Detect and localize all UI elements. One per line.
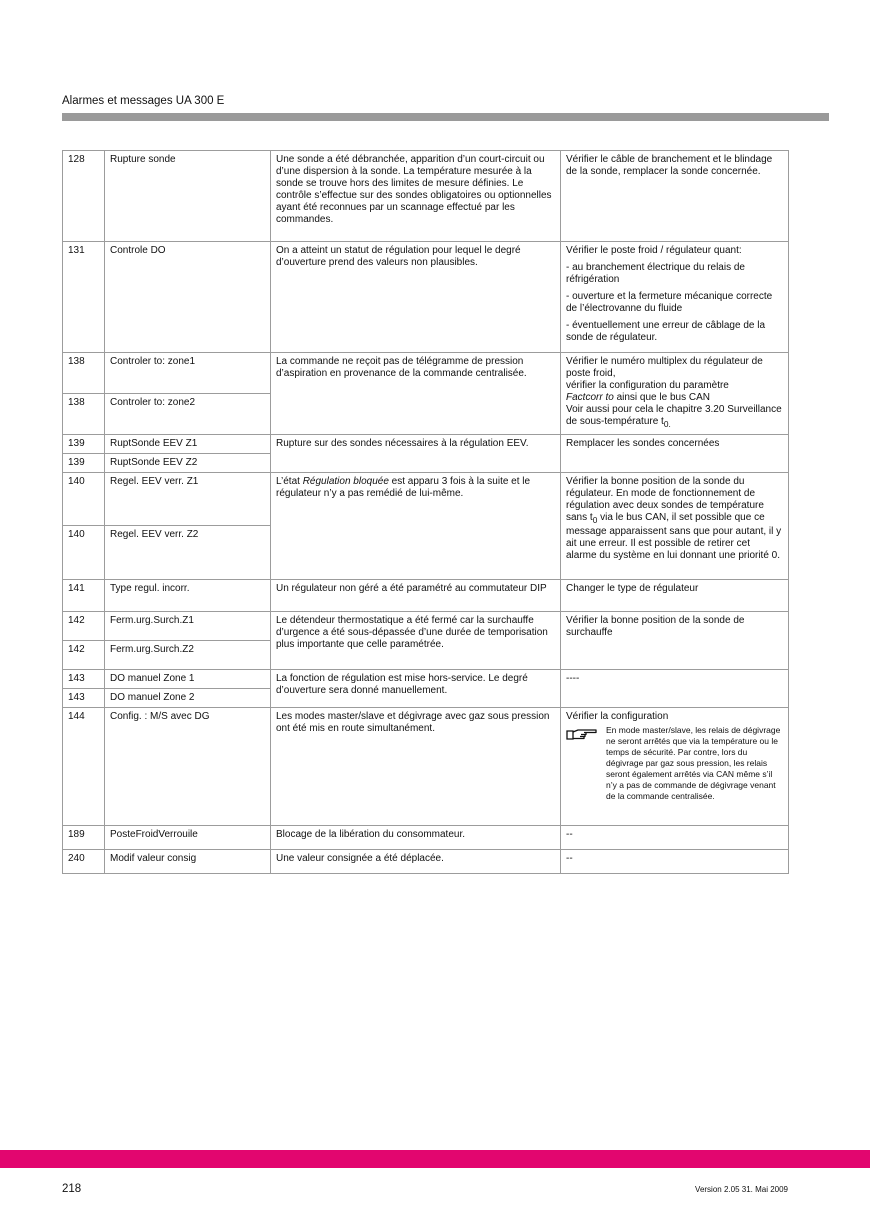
table-row <box>63 612 789 641</box>
alarm-name: DO manuel Zone 2 <box>105 689 271 708</box>
alarm-name: DO manuel Zone 1 <box>105 670 271 689</box>
alarm-action <box>561 708 789 826</box>
alarm-code: 142 <box>63 641 105 670</box>
action-text: ainsi que le bus CAN <box>613 392 710 403</box>
alarm-code: 144 <box>63 708 105 826</box>
description-text: L’état <box>276 476 303 487</box>
alarm-action: -- <box>561 826 789 850</box>
status-name: Régulation bloquée <box>302 476 389 487</box>
action-text: via le bus CAN, il set possible que ce message apparaissent sans que pour autant, il y ait une erreur. Il est possible de retirer cet alarme du système en lui donnant une priorité 0. <box>566 512 782 561</box>
note-text: En mode master/slave, les relais de dégivrage ne seront arrêtés que via la température ou le temps de sécurité. Par contre, lors du dégivrage par gaz sous pression, les relais seront également arrêtés via CAN même s’il n’y a pas de commande de dégivrage venant de la commande centralisée. <box>606 725 781 801</box>
subscript: 0 <box>592 515 598 525</box>
parameter-name: Factcorr to <box>566 392 614 403</box>
description-text: est apparu 3 fois à la suite et le régulateur n’y a pas remédié de lui-même. <box>276 476 531 499</box>
alarm-name: PosteFroidVerrouile <box>105 826 271 850</box>
alarm-name: Type regul. incorr. <box>105 580 271 612</box>
alarm-description: Une sonde a été débranchée, apparition d’un court-circuit ou d’une dispersion à la sonde. La température mesurée à la sonde se trouve hors des limites de mesure définies. Le contrôle s’effectue sur des sondes obligatoires ou optionnelles ayant été reconnues par un scannage effectué par les commandes. <box>271 151 561 242</box>
alarm-code: 240 <box>63 850 105 874</box>
table-row <box>63 242 789 353</box>
alarm-code: 138 <box>63 394 105 435</box>
footer-bar <box>0 1150 870 1168</box>
table-row <box>63 353 789 394</box>
alarm-action <box>561 473 789 580</box>
action-line: - au branchement électrique du relais de réfrigération <box>566 262 745 285</box>
alarm-code: 143 <box>63 689 105 708</box>
alarm-action: ---- <box>561 670 789 708</box>
alarm-name: Ferm.urg.Surch.Z1 <box>105 612 271 641</box>
action-line: Vérifier le poste froid / régulateur quant: <box>566 245 742 256</box>
action-text: Voir aussi pour cela le chapitre 3.20 Surveillance de sous-température t <box>566 404 782 427</box>
alarm-code: 139 <box>63 435 105 454</box>
alarm-description: Le détendeur thermostatique a été fermé car la surchauffe d’urgence a été sous-dépassée d’une durée de temporisation plus importante que celle paramétrée. <box>271 612 561 670</box>
table-row <box>63 708 789 826</box>
alarm-action: -- <box>561 850 789 874</box>
table-row <box>63 151 789 242</box>
note-block <box>566 725 783 802</box>
alarm-name: Regel. EEV verr. Z1 <box>105 473 271 526</box>
alarm-description: On a atteint un statut de régulation pour lequel le degré d’ouverture prend des valeurs non plausibles. <box>271 242 561 353</box>
alarm-code: 140 <box>63 526 105 580</box>
alarm-description: Rupture sur des sondes nécessaires à la régulation EEV. <box>271 435 561 473</box>
table-row <box>63 435 789 454</box>
table-row <box>63 580 789 612</box>
alarm-name: Config. : M/S avec DG <box>105 708 271 826</box>
table-row <box>63 670 789 689</box>
action-line: - éventuellement une erreur de câblage de la sonde de régulateur. <box>566 320 766 343</box>
alarm-name: RuptSonde EEV Z2 <box>105 454 271 473</box>
alarm-name: Controler to: zone1 <box>105 353 271 394</box>
alarm-description: Blocage de la libération du consommateur. <box>271 826 561 850</box>
alarm-code: 131 <box>63 242 105 353</box>
alarm-action: Vérifier la bonne position de la sonde de surchauffe <box>561 612 789 670</box>
alarm-action: Vérifier le câble de branchement et le blindage de la sonde, remplacer la sonde concernée. <box>561 151 789 242</box>
alarm-name: Controle DO <box>105 242 271 353</box>
alarm-code: 189 <box>63 826 105 850</box>
alarm-code: 140 <box>63 473 105 526</box>
action-line: - ouverture et la fermeture mécanique correcte de l’électrovanne du fluide <box>566 291 773 314</box>
page-header-title: Alarmes et messages UA 300 E <box>62 95 225 107</box>
alarm-name: Controler to: zone2 <box>105 394 271 435</box>
alarm-action: Remplacer les sondes concernées <box>561 435 789 473</box>
page-number: 218 <box>62 1183 82 1195</box>
pointing-hand-icon <box>566 725 606 802</box>
alarm-code: 138 <box>63 353 105 394</box>
alarm-name: RuptSonde EEV Z1 <box>105 435 271 454</box>
alarm-action <box>561 353 789 435</box>
alarm-name: Modif valeur consig <box>105 850 271 874</box>
action-text: Vérifier la bonne position de la sonde du régulateur. En mode de fonctionnement de régulation avec deux sondes de température sans t <box>566 476 764 523</box>
alarm-description: La commande ne reçoit pas de télégramme de pression d’aspiration en provenance de la commande centralisée. <box>271 353 561 435</box>
version-info: Version 2.05 31. Mai 2009 <box>695 1185 788 1194</box>
alarm-description <box>271 473 561 580</box>
alarm-table <box>62 150 789 874</box>
table-row <box>63 850 789 874</box>
alarm-action: Changer le type de régulateur <box>561 580 789 612</box>
alarm-code: 139 <box>63 454 105 473</box>
alarm-code: 141 <box>63 580 105 612</box>
alarm-name: Ferm.urg.Surch.Z2 <box>105 641 271 670</box>
alarm-description: Une valeur consignée a été déplacée. <box>271 850 561 874</box>
alarm-description: Un régulateur non géré a été paramétré au commutateur DIP <box>271 580 561 612</box>
alarm-action <box>561 242 789 353</box>
alarm-name: Regel. EEV verr. Z2 <box>105 526 271 580</box>
alarm-description: La fonction de régulation est mise hors-service. Le degré d’ouverture sera donné manuellement. <box>271 670 561 708</box>
alarm-code: 142 <box>63 612 105 641</box>
action-text: Vérifier la configuration <box>566 711 669 722</box>
table-row <box>63 473 789 526</box>
alarm-code: 143 <box>63 670 105 689</box>
alarm-description: Les modes master/slave et dégivrage avec gaz sous pression ont été mis en route simultanément. <box>271 708 561 826</box>
action-text: vérifier la configuration du paramètre <box>566 380 729 391</box>
header-rule <box>62 113 829 121</box>
subscript: 0. <box>663 419 671 429</box>
action-text: Vérifier le numéro multiplex du régulateur de poste froid, <box>566 356 763 379</box>
alarm-name: Rupture sonde <box>105 151 271 242</box>
alarm-code: 128 <box>63 151 105 242</box>
table-row <box>63 826 789 850</box>
